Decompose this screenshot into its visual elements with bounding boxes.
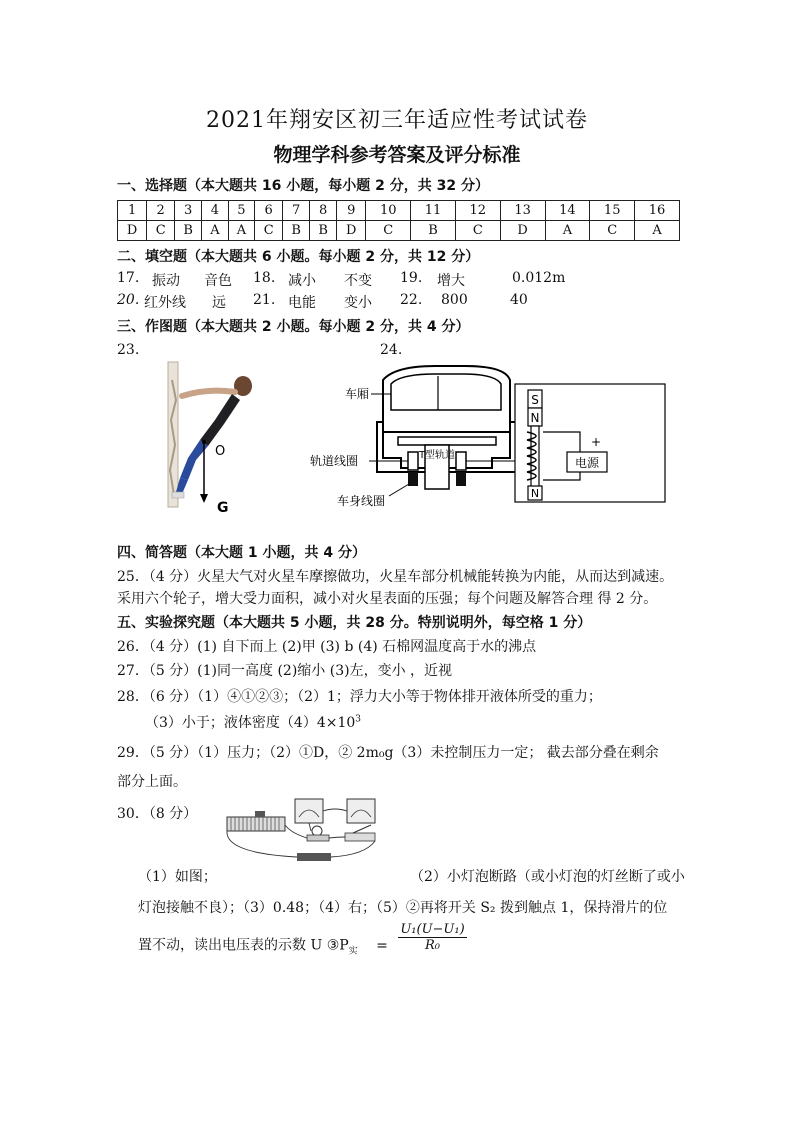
table-cell: B — [310, 221, 337, 241]
answer-text: 红外线 — [144, 295, 186, 311]
q29-answer-line-2: 部分上面。 — [117, 774, 187, 790]
t-track-label: T型轨道 — [418, 450, 456, 461]
q26-answer: 26．（4 分）(1) 自下而上 (2)甲 (3) b (4) 石棉网温度高于水的沸点 — [117, 639, 537, 655]
question-number: 20. — [117, 292, 140, 308]
answer-text: 40 — [510, 292, 528, 308]
table-cell: 1 — [118, 201, 147, 221]
table-cell: B — [283, 221, 310, 241]
q28-answer-line-2 — [145, 712, 361, 732]
answer-text: 音色 — [204, 273, 232, 289]
answer-table — [117, 200, 680, 241]
q28-line-2-text: （3）小于；液体密度（4）4×10 — [145, 715, 356, 731]
q28-answer-line-1: 28．（6 分）（1）④①②③；（2）1；浮力大小等于物体排开液体所受的重力； — [117, 689, 602, 705]
table-cell: B — [411, 221, 456, 241]
battery-pack — [297, 853, 331, 861]
table-cell: 7 — [283, 201, 310, 221]
climber-shoe — [172, 492, 184, 498]
force-g-label: G — [217, 500, 229, 516]
answer-text: 电能 — [288, 295, 316, 311]
subscript: 实 — [348, 946, 358, 957]
formula-denominator: R₀ — [424, 938, 440, 953]
car-window — [391, 374, 501, 410]
answer-text: 0.012m — [512, 270, 566, 286]
body-coil-left — [408, 472, 418, 486]
figure-30-circuit — [225, 793, 390, 868]
pole-s-label: S — [531, 393, 539, 407]
voltmeter — [347, 799, 375, 823]
table-cell: A — [545, 221, 590, 241]
rheostat-slider — [255, 811, 265, 817]
section-short-answer-heading: 四、简答题（本大题 1 小题，共 4 分） — [117, 545, 366, 561]
q25-answer-line-2: 采用六个轮子，增大受力面积，减小对火星表面的压强；每个问题及解答合理 得 2 分。 — [117, 591, 658, 607]
formula-numerator: U₁(U−U₁) — [400, 922, 465, 937]
power-source-label: 电源 — [574, 456, 600, 470]
question-number: 22. — [400, 292, 423, 308]
body-coil-label: 车身线圈 — [337, 494, 386, 508]
equals-sign: = — [376, 937, 388, 954]
page-title: 2021年翔安区初三年适应性考试试卷 — [206, 108, 588, 133]
table-cell: 14 — [545, 201, 590, 221]
pole-n-top-label: N — [530, 411, 540, 425]
table-cell: C — [366, 221, 411, 241]
table-cell: C — [590, 221, 635, 241]
table-cell: 5 — [228, 201, 255, 221]
body-coil-right — [456, 472, 466, 486]
q30-part-1: （1）如图； — [138, 869, 217, 885]
section-choice-heading: 一、选择题（本大题共 16 小题，每小题 2 分，共 32 分） — [117, 178, 489, 194]
table-cell: A — [228, 221, 255, 241]
track-coil-label: 轨道线圈 — [310, 454, 359, 468]
bulb — [312, 826, 322, 836]
question-number-23: 23. — [117, 342, 140, 358]
table-cell: C — [255, 221, 283, 241]
q27-answer: 27．（5 分）(1)同一高度 (2)缩小 (3)左，变小 ，近视 — [117, 663, 453, 679]
climber-torso — [200, 394, 240, 446]
question-number: 19. — [400, 270, 423, 286]
table-cell: 11 — [411, 201, 456, 221]
table-cell: D — [500, 221, 545, 241]
table-cell: 16 — [635, 201, 680, 221]
car-box-label: 车厢 — [345, 387, 370, 401]
table-cell: D — [118, 221, 147, 241]
bulb-base — [307, 835, 329, 841]
gravity-arrowhead — [200, 494, 208, 503]
table-cell: 10 — [366, 201, 411, 221]
switch-lever — [353, 825, 371, 833]
q30-answer-line-3 — [138, 922, 467, 961]
answer-text: 减小 — [288, 273, 316, 289]
answer-table-number-row — [118, 201, 680, 221]
q30-part-2: （2）小灯泡断路（或小灯泡的灯丝断了或小 — [410, 869, 685, 885]
table-cell: 15 — [590, 201, 635, 221]
table-cell: C — [147, 221, 175, 241]
ammeter — [295, 799, 323, 823]
table-cell: 13 — [500, 201, 545, 221]
q30-answer-line-2: 灯泡接触不良）；（3）0.48；（4）右；（5）②再将开关 S₂ 拨到触点 1，保持滑片的位 — [138, 900, 668, 916]
answer-text: 不变 — [344, 273, 372, 289]
table-cell: A — [202, 221, 229, 241]
table-cell: B — [175, 221, 202, 241]
rheostat — [227, 817, 285, 831]
answer-table-answer-row — [118, 221, 680, 241]
switch — [345, 833, 375, 841]
answer-text: 增大 — [437, 273, 465, 289]
table-cell: 8 — [310, 201, 337, 221]
body-coil-leader — [389, 484, 409, 496]
table-cell: 9 — [337, 201, 366, 221]
track-coil-left — [408, 452, 418, 470]
table-cell: 12 — [455, 201, 500, 221]
plus-sign: + — [591, 435, 602, 449]
table-cell: A — [635, 221, 680, 241]
table-cell: 6 — [255, 201, 283, 221]
figure-24-maglev — [305, 362, 685, 512]
power-formula — [398, 922, 466, 953]
q25-answer-line-1: 25．（4 分）火星大气对火星车摩擦做功，火星车部分机械能转换为内能，从而达到减速。 — [117, 569, 674, 585]
track-coil-right — [456, 452, 466, 470]
answer-text: 变小 — [344, 295, 372, 311]
answer-text: 振动 — [152, 273, 180, 289]
climber-arms — [182, 391, 235, 396]
q29-answer-line-1: 29．（5 分）（1）压力；（2）①D，② 2m₀g（3）未控制压力一定； 截去部分叠在剩余 — [117, 745, 659, 761]
table-cell: 4 — [202, 201, 229, 221]
question-number-24: 24. — [380, 342, 403, 358]
page-subtitle: 物理学科参考答案及评分标准 — [273, 144, 521, 166]
table-cell: C — [455, 221, 500, 241]
exponent: 3 — [355, 714, 362, 725]
pole-n-bottom-label: N — [530, 487, 540, 500]
question-number: 18. — [253, 270, 276, 286]
question-number: 17. — [117, 270, 140, 286]
section-experiment-heading: 五、实验探究题（本大题共 5 小题，共 28 分。特别说明外，每空格 1 分） — [117, 615, 592, 631]
question-number: 21. — [253, 292, 276, 308]
table-cell: D — [337, 221, 366, 241]
section-fill-heading: 二、填空题（本大题共 6 小题。每小题 2 分，共 12 分） — [117, 249, 480, 265]
figure-23-climber — [160, 360, 280, 518]
answer-text: 远 — [212, 295, 226, 311]
section-drawing-heading: 三、作图题（本大题共 2 小题。每小题 2 分，共 4 分） — [117, 319, 470, 335]
table-cell: 3 — [175, 201, 202, 221]
answer-text: 800 — [441, 292, 468, 308]
table-cell: 2 — [147, 201, 175, 221]
q30-heading: 30．（8 分） — [117, 806, 198, 822]
point-o-label: O — [215, 444, 226, 459]
t-track-top — [398, 437, 496, 445]
q30-line-3-text: 置不动，读出电压表的示数 U ③P — [138, 937, 349, 954]
